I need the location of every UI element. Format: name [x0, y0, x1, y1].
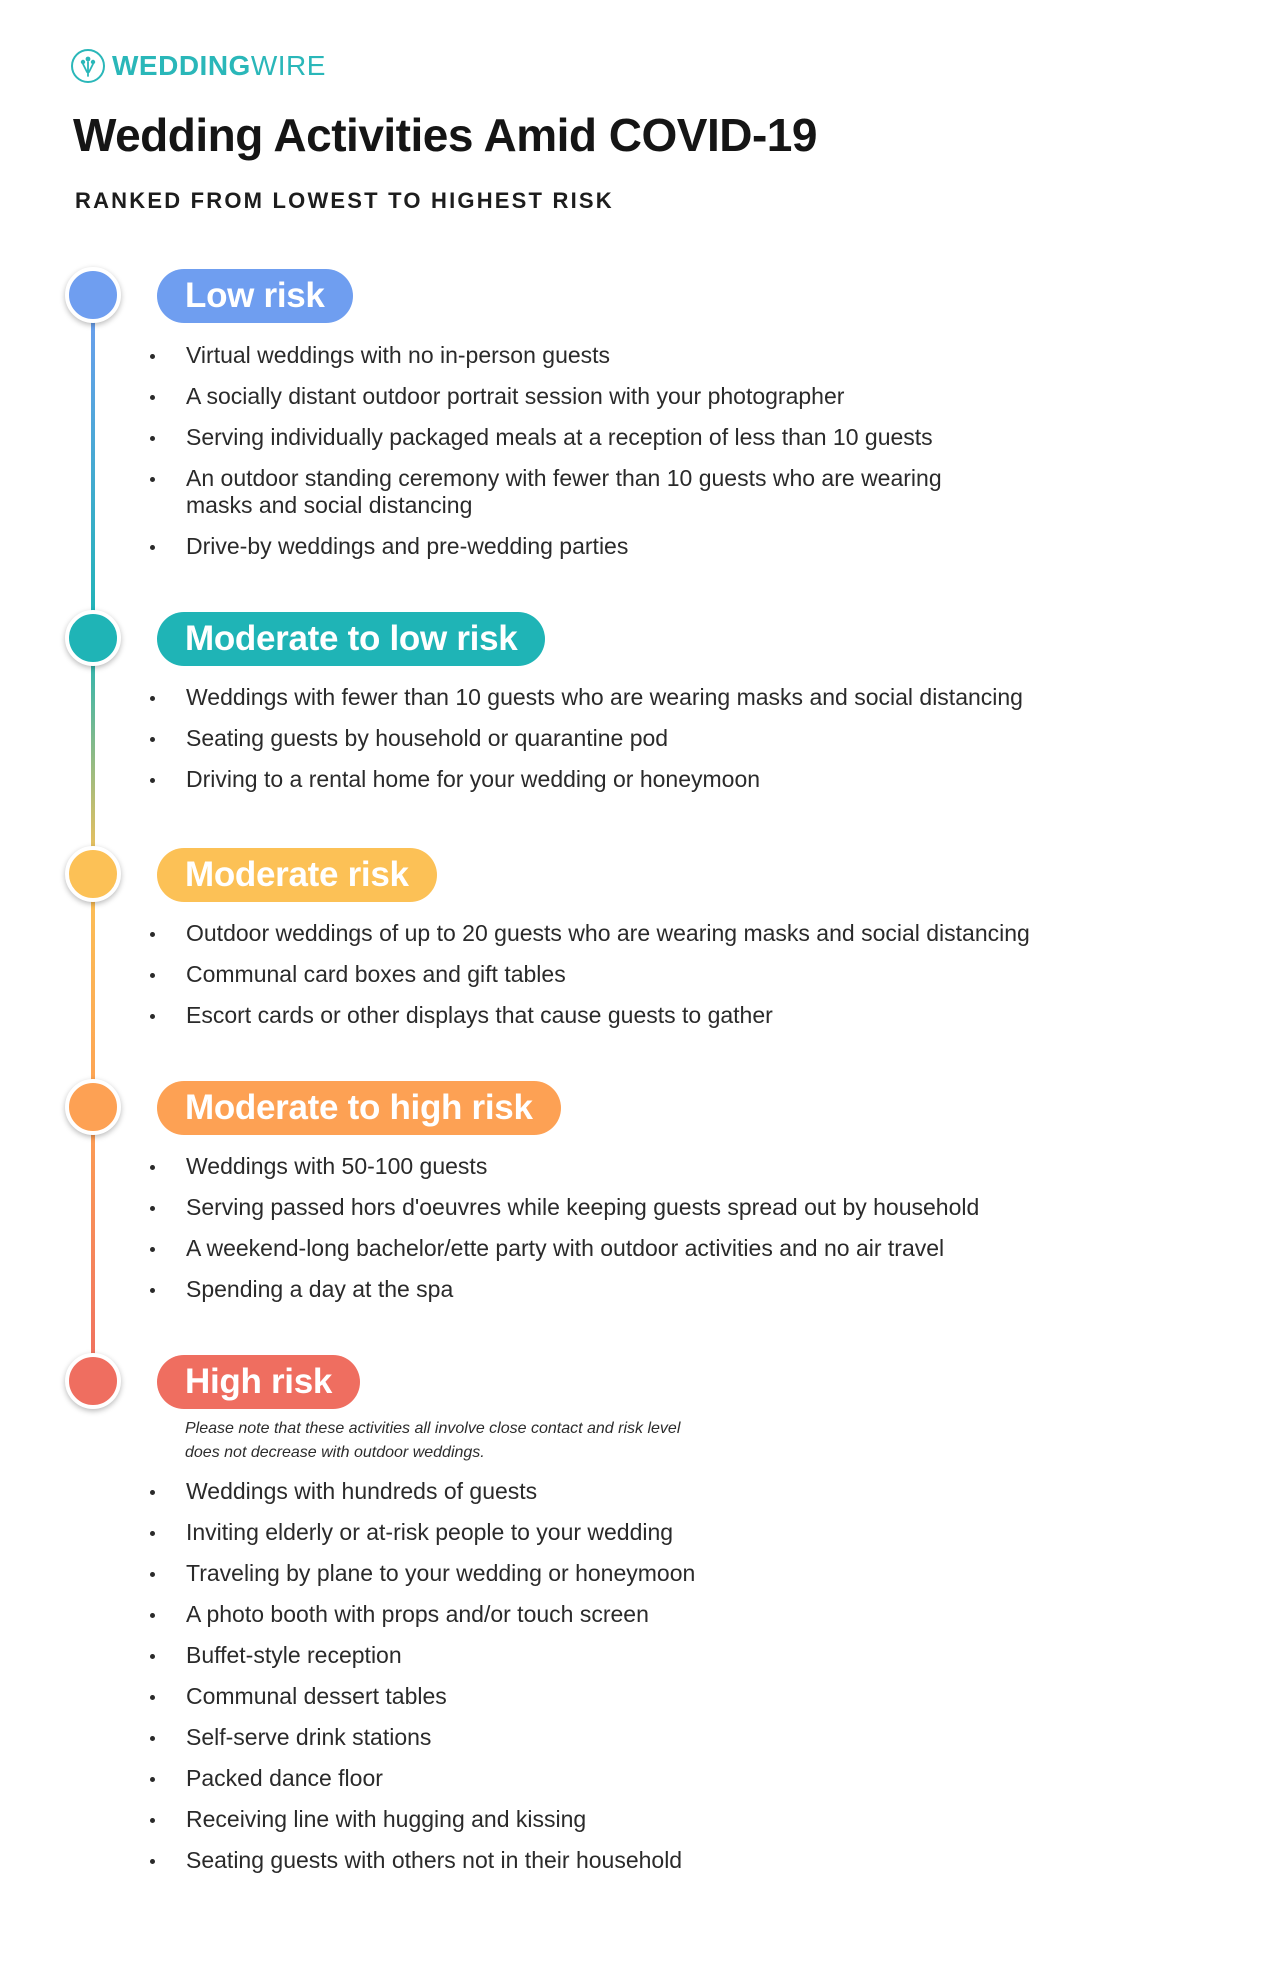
list-item: Serving passed hors d'oeuvres while keeping guests spread out by household: [140, 1194, 1140, 1221]
high-risk-note: Please note that these activities all involve close contact and risk level does not decrease with outdoor weddings.: [185, 1420, 681, 1461]
timeline-segment-low: [91, 300, 95, 622]
moderate-high-risk-list: [140, 1153, 1140, 1317]
list-item: Communal card boxes and gift tables: [140, 961, 1140, 988]
list-item: A weekend-long bachelor/ette party with outdoor activities and no air travel: [140, 1235, 1140, 1262]
page-subtitle: RANKED FROM LOWEST TO HIGHEST RISK: [75, 188, 614, 213]
risk-label-low: Low risk: [157, 269, 353, 323]
list-item: An outdoor standing ceremony with fewer than 10 guests who are wearing masks and social distancing: [140, 465, 1006, 519]
timeline-segment-moderate: [91, 880, 95, 1105]
brand-name-light: WIRE: [250, 50, 326, 81]
list-item: A photo booth with props and/or touch screen: [140, 1601, 1140, 1628]
list-item: Virtual weddings with no in-person guests: [140, 342, 1140, 369]
risk-dot-moderate-low: [65, 610, 121, 666]
list-item: Escort cards or other displays that cause guests to gather: [140, 1002, 1140, 1029]
brand-name: [112, 50, 326, 82]
list-item: Driving to a rental home for your wedding or honeymoon: [140, 766, 1140, 793]
brand-name-bold: WEDDING: [112, 50, 251, 81]
timeline-segment-moderate-low: [91, 642, 95, 870]
list-item: Drive-by weddings and pre-wedding parties: [140, 533, 1140, 560]
risk-dot-moderate: [65, 846, 121, 902]
list-item: Traveling by plane to your wedding or honeymoon: [140, 1560, 1140, 1587]
high-risk-list: [140, 1478, 1140, 1888]
risk-dot-low: [65, 267, 121, 323]
low-risk-list: [140, 342, 1140, 574]
list-item: Spending a day at the spa: [140, 1276, 1140, 1303]
list-item: Receiving line with hugging and kissing: [140, 1806, 1140, 1833]
list-item: A socially distant outdoor portrait session with your photographer: [140, 383, 1140, 410]
list-item: Weddings with fewer than 10 guests who are wearing masks and social distancing: [140, 684, 1140, 711]
bouquet-icon: [70, 48, 106, 84]
risk-label-moderate-high: Moderate to high risk: [157, 1081, 561, 1135]
page-title: Wedding Activities Amid COVID-19: [73, 109, 817, 161]
list-item: Packed dance floor: [140, 1765, 1140, 1792]
list-item: Inviting elderly or at-risk people to your wedding: [140, 1519, 1140, 1546]
list-item: Outdoor weddings of up to 20 guests who are wearing masks and social distancing: [140, 920, 1140, 947]
list-item: Seating guests by household or quarantine pod: [140, 725, 1140, 752]
list-item: Seating guests with others not in their household: [140, 1847, 1140, 1874]
list-item: Weddings with hundreds of guests: [140, 1478, 1140, 1505]
list-item: Buffet-style reception: [140, 1642, 1140, 1669]
list-item: Serving individually packaged meals at a reception of less than 10 guests: [140, 424, 1140, 451]
timeline-segment-moderate-high: [91, 1112, 95, 1378]
list-item: Weddings with 50-100 guests: [140, 1153, 1140, 1180]
risk-label-moderate: Moderate risk: [157, 848, 437, 902]
risk-dot-moderate-high: [65, 1079, 121, 1135]
weddingwire-logo: [70, 48, 326, 84]
moderate-risk-list: [140, 920, 1140, 1043]
risk-label-moderate-low: Moderate to low risk: [157, 612, 545, 666]
moderate-low-risk-list: [140, 684, 1140, 807]
list-item: Communal dessert tables: [140, 1683, 1140, 1710]
risk-dot-high: [65, 1353, 121, 1409]
list-item: Self-serve drink stations: [140, 1724, 1140, 1751]
risk-label-high: High risk: [157, 1355, 360, 1409]
